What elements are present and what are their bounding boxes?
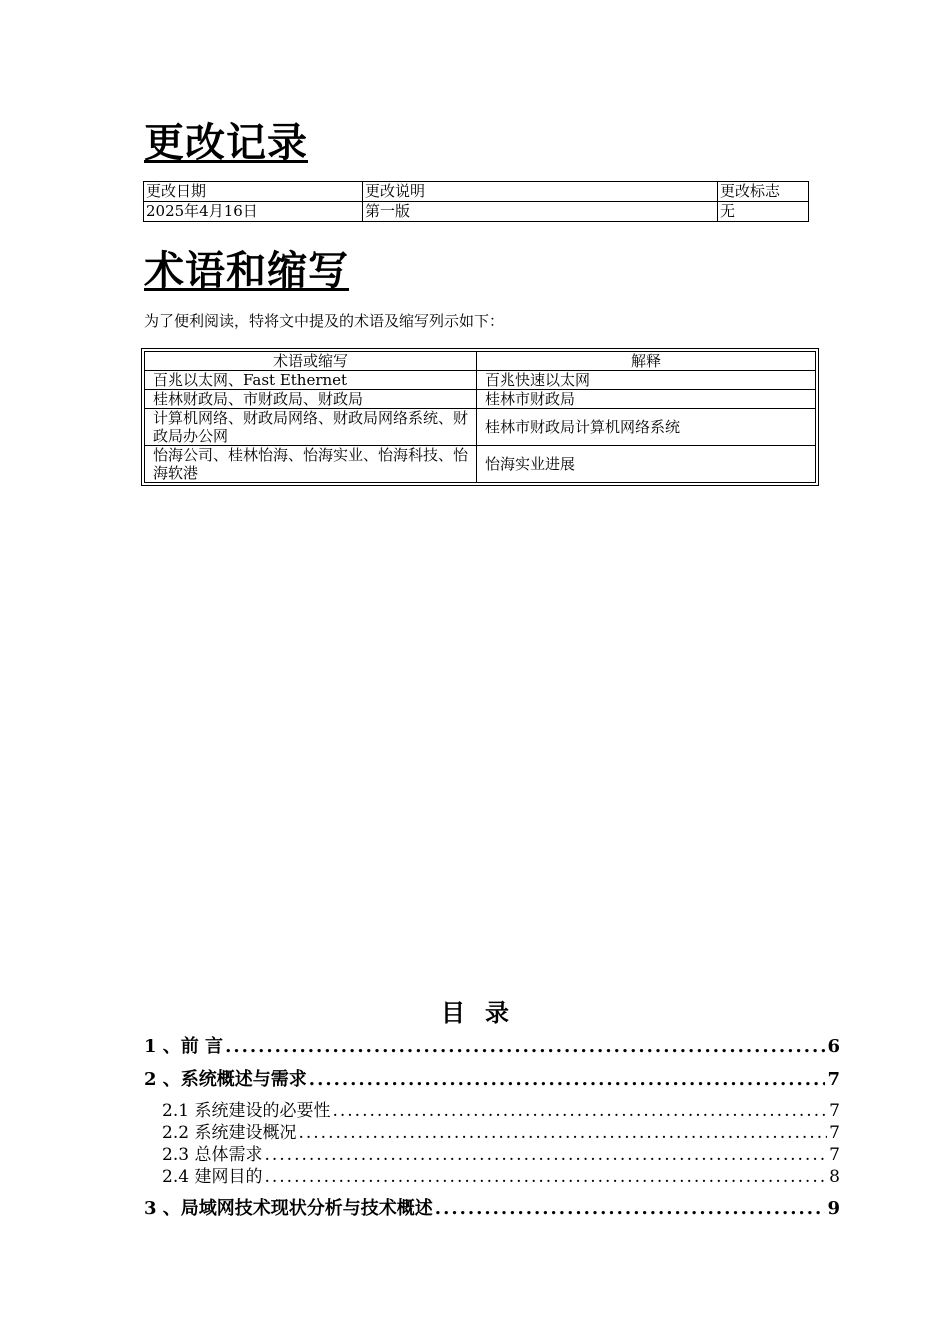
table-row bbox=[145, 371, 816, 390]
table-header-row bbox=[145, 352, 816, 371]
definition-cell: 桂林市财政局 bbox=[477, 390, 816, 409]
toc-entry-page: 7 bbox=[829, 1145, 840, 1165]
definition-cell: 百兆快速以太网 bbox=[477, 371, 816, 390]
toc-entry-label: 1 、前 言 bbox=[144, 1036, 224, 1057]
definition-cell: 桂林市财政局计算机网络系统 bbox=[477, 409, 816, 446]
table-row bbox=[144, 202, 809, 222]
definition-cell: 怡海实业进展 bbox=[477, 446, 816, 483]
toc-entry-page: 7 bbox=[827, 1069, 840, 1090]
term-cell: 计算机网络、财政局网络、财政局网络系统、财政局办公网 bbox=[145, 409, 477, 446]
toc-entry-label: 2.2 系统建设概况 bbox=[162, 1123, 297, 1143]
table-cell: 无 bbox=[718, 202, 809, 222]
term-cell: 怡海公司、桂林怡海、怡海实业、怡海科技、怡海软港 bbox=[145, 446, 477, 483]
toc-entry[interactable] bbox=[144, 1032, 840, 1058]
toc-entry-page: 6 bbox=[827, 1036, 840, 1057]
change-record-title: 更改记录 bbox=[144, 119, 308, 166]
table-cell: 2025年4月16日 bbox=[144, 202, 363, 222]
toc-entry-label: 2.1 系统建设的必要性 bbox=[162, 1101, 331, 1121]
toc-leader-dots bbox=[435, 1198, 826, 1219]
terms-title: 术语和缩写 bbox=[144, 247, 349, 294]
terms-table-frame bbox=[141, 348, 819, 486]
toc-title: 目录 bbox=[441, 998, 529, 1027]
table-cell: 第一版 bbox=[363, 202, 718, 222]
toc-entry[interactable] bbox=[162, 1162, 840, 1187]
toc-leader-dots bbox=[264, 1167, 827, 1187]
header-cell: 术语或缩写 bbox=[145, 352, 477, 371]
header-cell: 解释 bbox=[477, 352, 816, 371]
term-cell: 百兆以太网、Fast Ethernet bbox=[145, 371, 477, 390]
table-row bbox=[145, 390, 816, 409]
toc-entry-label: 2.4 建网目的 bbox=[162, 1167, 263, 1187]
toc-entry-page: 7 bbox=[829, 1123, 840, 1143]
toc-entry-label: 2 、系统概述与需求 bbox=[144, 1069, 307, 1090]
header-cell: 更改日期 bbox=[144, 182, 363, 202]
toc-entry[interactable] bbox=[144, 1194, 840, 1220]
toc-entry-page: 9 bbox=[827, 1198, 840, 1219]
change-record-table bbox=[143, 181, 809, 222]
toc-entry-page: 8 bbox=[829, 1167, 840, 1187]
toc-entry-label: 3 、局域网技术现状分析与技术概述 bbox=[144, 1198, 433, 1219]
term-cell: 桂林财政局、市财政局、财政局 bbox=[145, 390, 477, 409]
header-cell: 更改说明 bbox=[363, 182, 718, 202]
table-row bbox=[145, 446, 816, 483]
toc-leader-dots bbox=[309, 1069, 826, 1090]
terms-intro: 为了便利阅读，特将文中提及的术语及缩写列示如下： bbox=[144, 312, 505, 330]
table-row bbox=[145, 409, 816, 446]
toc-leader-dots bbox=[225, 1036, 825, 1057]
toc-entry[interactable] bbox=[144, 1065, 840, 1091]
toc-entry-label: 2.3 总体需求 bbox=[162, 1145, 263, 1165]
toc-entry-page: 7 bbox=[829, 1101, 840, 1121]
table-header-row bbox=[144, 182, 809, 202]
header-cell: 更改标志 bbox=[718, 182, 809, 202]
terms-table bbox=[144, 351, 816, 483]
